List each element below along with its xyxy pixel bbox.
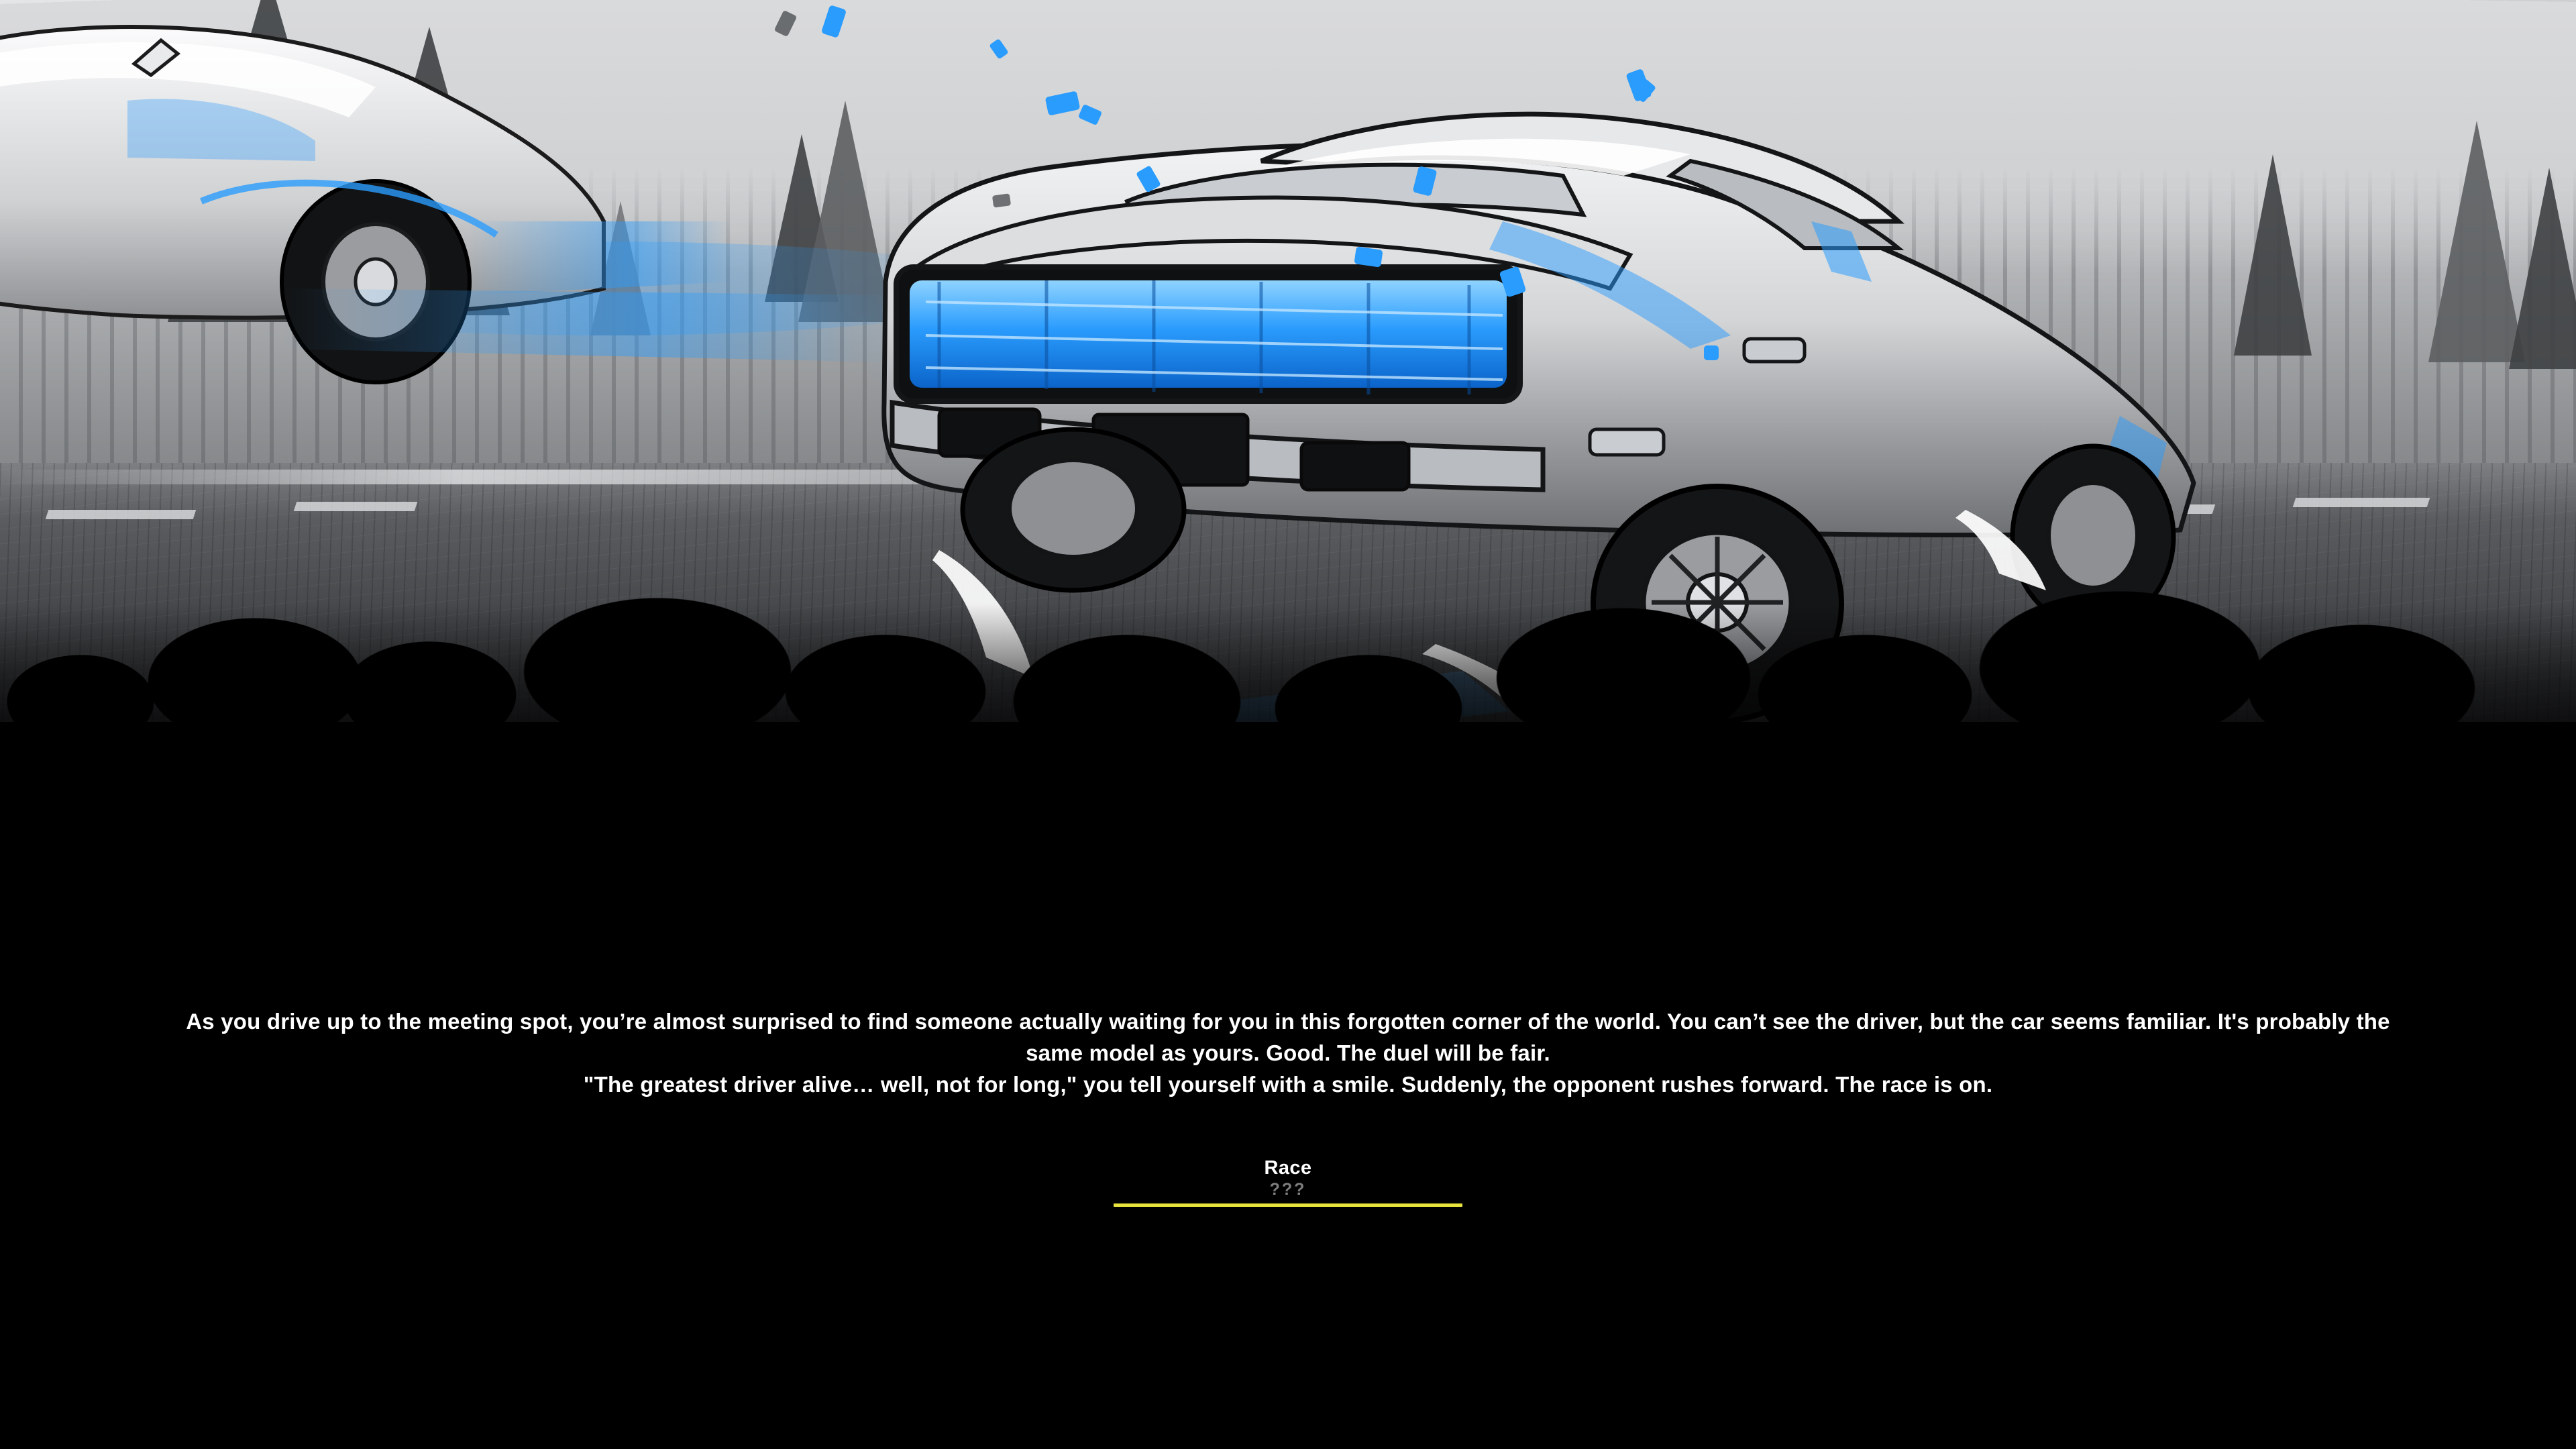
narrative-text	[181, 1006, 2395, 1101]
choice-race-underline	[1114, 1203, 1462, 1207]
narrative-line-1: As you drive up to the meeting spot, you’re almost surprised to find someone actually waiting for you in this forgotten corner of the world. You can’t see the driver, but the car seems familiar. It's probably the same model as yours. Good. The duel will be fair.	[186, 1009, 2390, 1065]
choice-race[interactable]	[1114, 1158, 1462, 1207]
narrative-line-2: "The greatest driver alive… well, not for long," you tell yourself with a smile. Suddenly, the opponent rushes forward. The race is on.	[583, 1071, 1993, 1097]
choice-list	[986, 1158, 1590, 1207]
choice-race-label: Race	[1264, 1157, 1312, 1179]
foreground-silhouette	[0, 500, 2576, 778]
choice-race-sublabel: ???	[1269, 1179, 1307, 1199]
